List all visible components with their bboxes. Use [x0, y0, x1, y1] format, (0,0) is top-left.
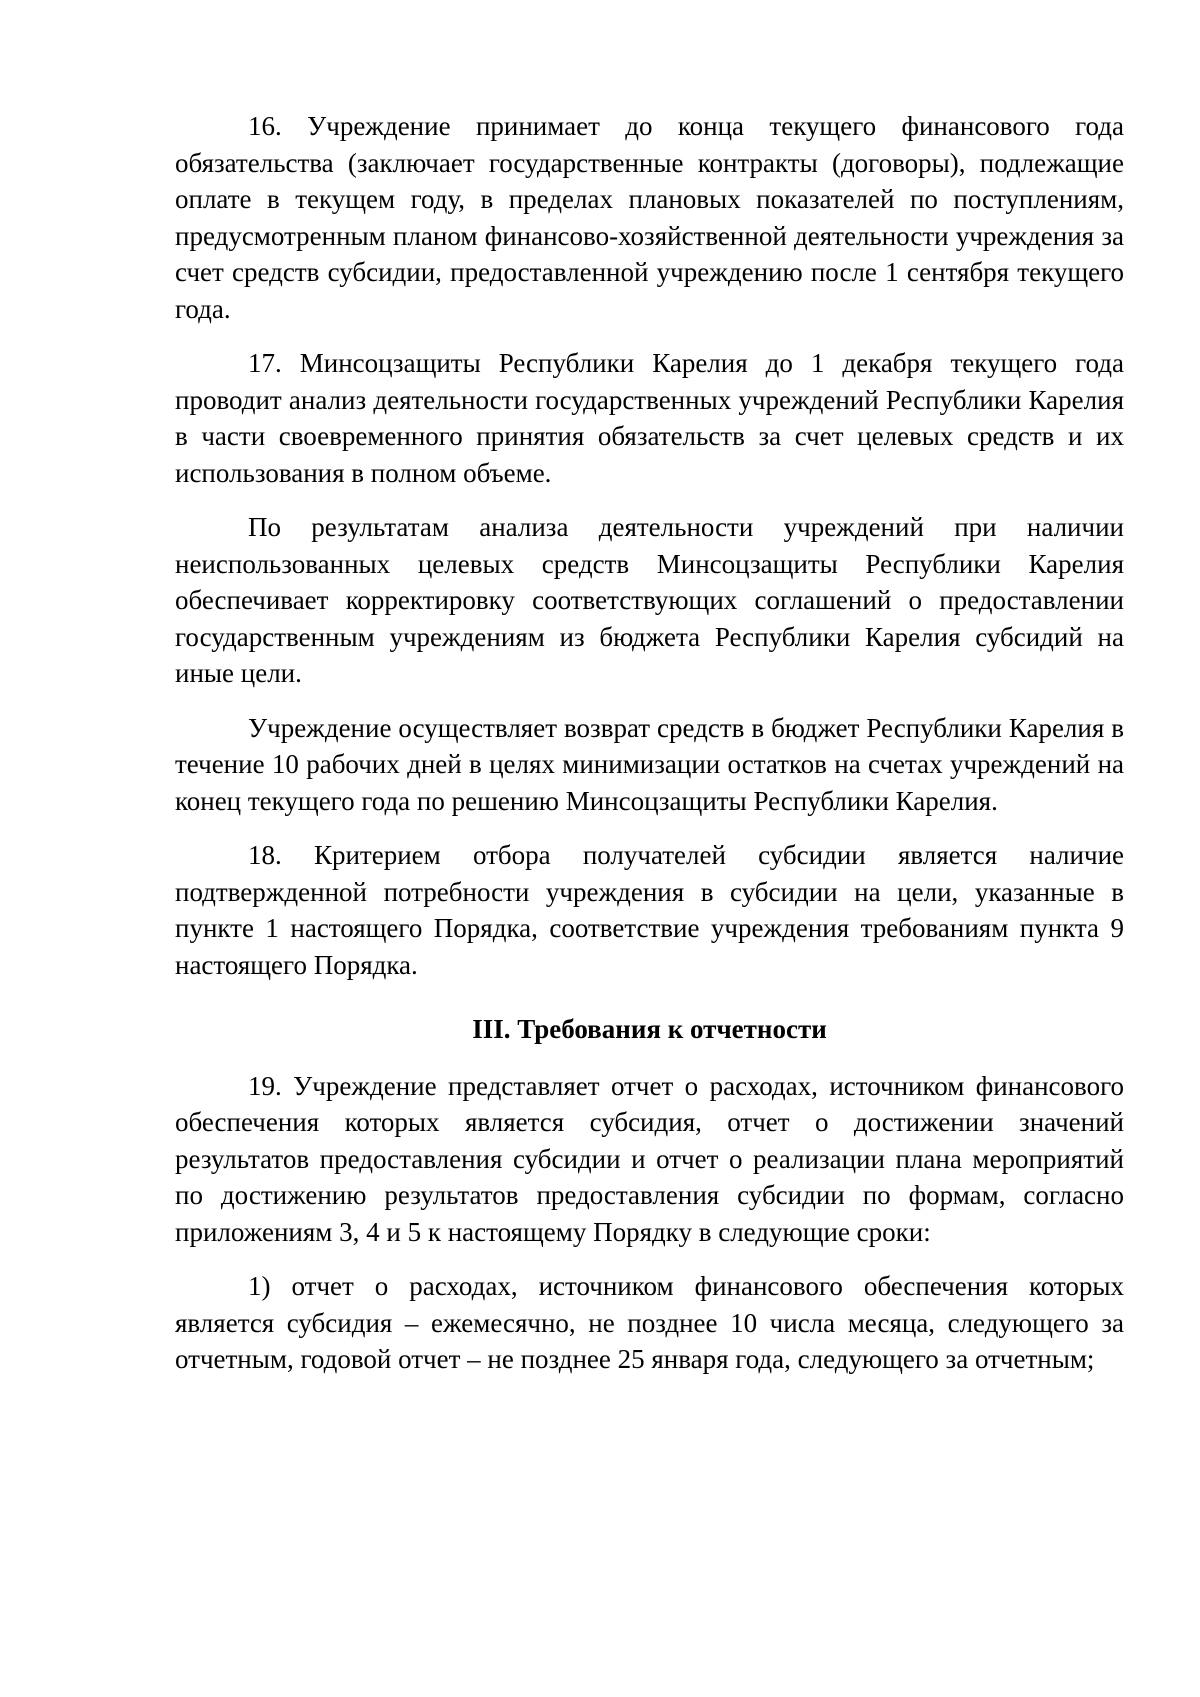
paragraph-16: 16. Учреждение принимает до конца текущего финансового года обязательства (заключает государственные контракты (договоры), подлежащие оплате в текущем году, в пределах плановых показателей по поступлениям, предусмотренным планом финансово-хозяйственной деятельности учреждения за счет средств субсидии, предоставленной учреждению после 1 сентября текущего года.	[175, 111, 1124, 324]
paragraph-17: 17. Минсоцзащиты Республики Карелия до 1 декабря текущего года проводит анализ деятельности государственных учреждений Республики Карелия в части своевременного принятия обязательств за счет целевых средств и их использования в полном объеме.	[175, 348, 1124, 488]
paragraph-19-item-1: 1) отчет о расходах, источником финансового обеспечения которых является субсидия – ежемесячно, не позднее 10 числа месяца, следующего за отчетным, годовой отчет – не позднее 25 января года, следующего за отчетным;	[175, 1271, 1124, 1374]
section-heading-reporting: III. Требования к отчетности	[472, 1014, 827, 1044]
paragraph-18: 18. Критерием отбора получателей субсидии является наличие подтвержденной потребности учреждения в субсидии на цели, указанные в пункте 1 настоящего Порядка, соответствие учреждения требованиям пункта 9 настоящего Порядка.	[175, 840, 1124, 980]
paragraph-19: 19. Учреждение представляет отчет о расходах, источником финансового обеспечения которых является субсидия, отчет о достижении значений результатов предоставления субсидии и отчет о реализации плана мероприятий по достижению результатов предоставления субсидии по формам, согласно приложениям 3, 4 и 5 к настоящему Порядку в следующие сроки:	[175, 1070, 1124, 1247]
paragraph-17-funds-return: Учреждение осуществляет возврат средств в бюджет Республики Карелия в течение 10 рабочих дней в целях минимизации остатков на счетах учреждений на конец текущего года по решению Минсоцзащиты Республики Карелия.	[175, 712, 1124, 816]
paragraph-17-analysis-results: По результатам анализа деятельности учреждений при наличии неиспользованных целевых средств Минсоцзащиты Республики Карелия обеспечивает корректировку соответствующих соглашений о предоставлении государственным учреждениям из бюджета Республики Карелия субсидий на иные цели.	[175, 512, 1124, 688]
